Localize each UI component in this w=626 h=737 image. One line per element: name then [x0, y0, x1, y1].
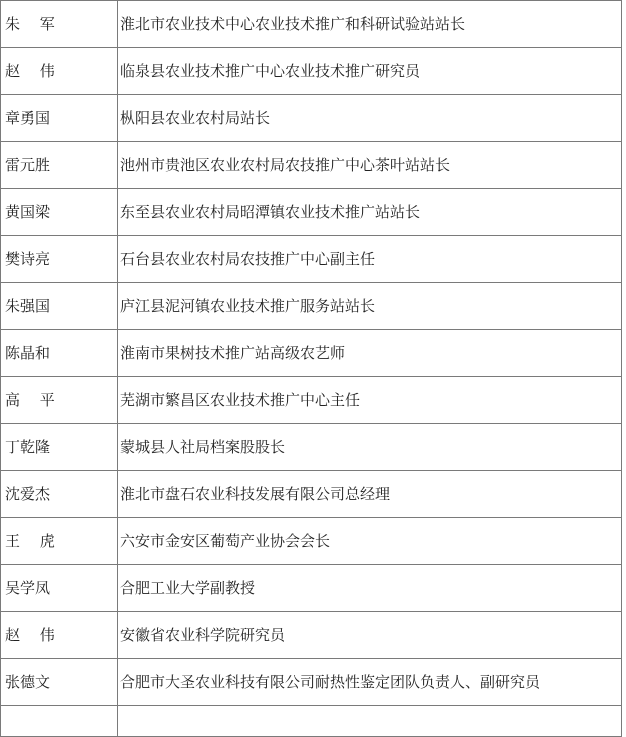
person-title: 淮北市农业技术中心农业技术推广和科研试验站站长 [118, 1, 622, 48]
table-row [1, 283, 622, 330]
table-row-cut-bottom [1, 706, 622, 737]
person-name: 樊诗亮 [1, 236, 118, 283]
empty-cell [1, 706, 118, 737]
table-row [1, 236, 622, 283]
table-row [1, 142, 622, 189]
person-title: 临泉县农业技术推广中心农业技术推广研究员 [118, 48, 622, 95]
person-title: 淮南市果树技术推广站高级农艺师 [118, 330, 622, 377]
person-title: 合肥工业大学副教授 [118, 565, 622, 612]
person-name: 雷元胜 [1, 142, 118, 189]
table-row [1, 330, 622, 377]
table-row [1, 565, 622, 612]
table-row [1, 1, 622, 48]
table-row [1, 189, 622, 236]
person-title: 合肥市大圣农业科技有限公司耐热性鉴定团队负责人、副研究员 [118, 659, 622, 706]
person-title: 池州市贵池区农业农村局农技推广中心茶叶站站长 [118, 142, 622, 189]
person-title: 安徽省农业科学院研究员 [118, 612, 622, 659]
person-title: 芜湖市繁昌区农业技术推广中心主任 [118, 377, 622, 424]
person-name: 赵 伟 [1, 612, 118, 659]
person-name: 章勇国 [1, 95, 118, 142]
table-row [1, 659, 622, 706]
person-title: 蒙城县人社局档案股股长 [118, 424, 622, 471]
table-row [1, 48, 622, 95]
person-title: 六安市金安区葡萄产业协会会长 [118, 518, 622, 565]
person-title: 枞阳县农业农村局站长 [118, 95, 622, 142]
person-name: 朱 军 [1, 1, 118, 48]
table-row [1, 377, 622, 424]
person-name: 朱强国 [1, 283, 118, 330]
table-row [1, 471, 622, 518]
table-row [1, 612, 622, 659]
person-name: 陈晶和 [1, 330, 118, 377]
person-title: 东至县农业农村局昭潭镇农业技术推广站站长 [118, 189, 622, 236]
person-title: 庐江县泥河镇农业技术推广服务站站长 [118, 283, 622, 330]
person-name: 赵 伟 [1, 48, 118, 95]
person-title: 石台县农业农村局农技推广中心副主任 [118, 236, 622, 283]
person-title: 淮北市盘石农业科技发展有限公司总经理 [118, 471, 622, 518]
empty-cell [118, 706, 622, 737]
person-name: 黄国梁 [1, 189, 118, 236]
person-name: 沈爱杰 [1, 471, 118, 518]
table-row [1, 424, 622, 471]
person-name: 王 虎 [1, 518, 118, 565]
person-name: 张德文 [1, 659, 118, 706]
table-row [1, 95, 622, 142]
person-name: 丁乾隆 [1, 424, 118, 471]
person-name: 吴学凤 [1, 565, 118, 612]
personnel-table-body [1, 0, 622, 737]
person-name: 高 平 [1, 377, 118, 424]
table-row [1, 518, 622, 565]
